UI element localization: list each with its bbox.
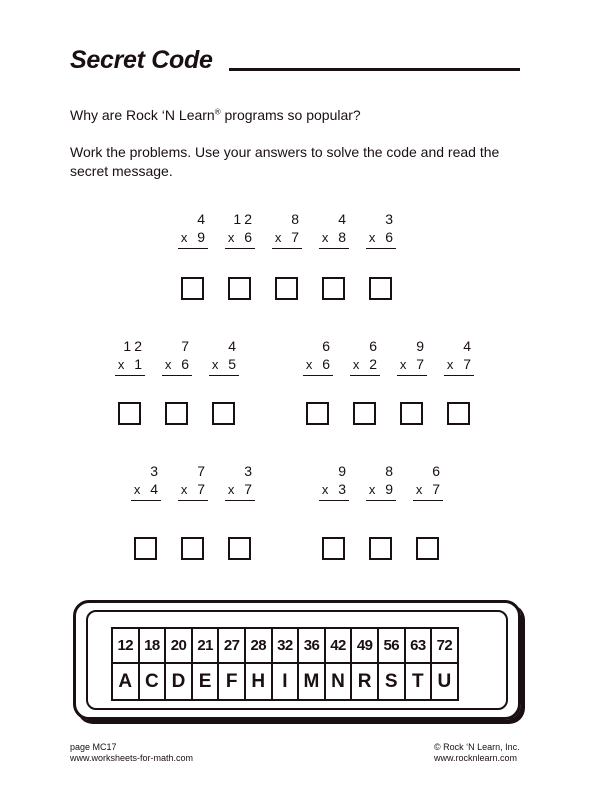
problem-1-2 xyxy=(225,210,255,249)
code-number: 56 xyxy=(378,628,405,663)
problem-top: 8 xyxy=(291,211,302,227)
answer-box[interactable] xyxy=(228,537,251,560)
code-letter: N xyxy=(325,663,352,700)
answer-box[interactable] xyxy=(322,277,345,300)
code-number: 21 xyxy=(192,628,219,663)
problem-3-1 xyxy=(131,462,161,501)
code-letter: T xyxy=(405,663,432,700)
problem-bottom: x 4 xyxy=(131,480,161,501)
question-part-2: programs so popular? xyxy=(220,107,361,123)
answer-box[interactable] xyxy=(275,277,298,300)
problem-bottom: x 1 xyxy=(115,355,145,376)
code-letter: C xyxy=(139,663,166,700)
footer-right xyxy=(434,742,520,764)
problem-bottom: x 7 xyxy=(225,480,255,501)
problem-bottom: x 7 xyxy=(444,355,474,376)
problem-bottom: x 5 xyxy=(209,355,239,376)
problem-bottom: x 9 xyxy=(178,228,208,249)
code-number: 32 xyxy=(272,628,299,663)
problem-top: 9 xyxy=(338,463,349,479)
answer-box[interactable] xyxy=(228,277,251,300)
problem-top: 12 xyxy=(233,211,255,227)
problem-2-3 xyxy=(209,337,239,376)
code-numbers-row xyxy=(112,628,458,663)
problem-bottom: x 8 xyxy=(319,228,349,249)
problem-2-7 xyxy=(444,337,474,376)
answer-box[interactable] xyxy=(447,402,470,425)
code-number: 49 xyxy=(351,628,378,663)
page-number: page MC17 xyxy=(70,742,117,752)
code-number: 63 xyxy=(405,628,432,663)
answer-box[interactable] xyxy=(400,402,423,425)
problem-bottom: x 2 xyxy=(350,355,380,376)
problem-bottom: x 7 xyxy=(272,228,302,249)
problem-2-1 xyxy=(115,337,145,376)
problem-top: 3 xyxy=(150,463,161,479)
page-title: Secret Code xyxy=(70,46,213,74)
problem-3-6 xyxy=(413,462,443,501)
problem-top: 12 xyxy=(123,338,145,354)
code-number: 20 xyxy=(165,628,192,663)
problem-3-3 xyxy=(225,462,255,501)
problem-top: 3 xyxy=(244,463,255,479)
footer-left xyxy=(70,742,193,764)
answer-box[interactable] xyxy=(353,402,376,425)
answer-box[interactable] xyxy=(212,402,235,425)
problem-3-5 xyxy=(366,462,396,501)
problem-top: 6 xyxy=(322,338,333,354)
code-number: 18 xyxy=(139,628,166,663)
answer-box[interactable] xyxy=(118,402,141,425)
problem-top: 4 xyxy=(228,338,239,354)
problem-top: 4 xyxy=(197,211,208,227)
problem-bottom: x 9 xyxy=(366,480,396,501)
answer-box[interactable] xyxy=(322,537,345,560)
problem-1-1 xyxy=(178,210,208,249)
code-letter: I xyxy=(272,663,299,700)
answer-box[interactable] xyxy=(369,537,392,560)
code-letter: F xyxy=(218,663,245,700)
footer-right-url[interactable]: www.rocknlearn.com xyxy=(434,753,518,763)
problem-3-4 xyxy=(319,462,349,501)
answer-box[interactable] xyxy=(416,537,439,560)
problem-bottom: x 7 xyxy=(397,355,427,376)
code-letter: E xyxy=(192,663,219,700)
question-part-1: Why are Rock ‘N Learn xyxy=(70,107,215,123)
answer-box[interactable] xyxy=(306,402,329,425)
problem-top: 7 xyxy=(181,338,192,354)
problem-top: 9 xyxy=(416,338,427,354)
problem-top: 8 xyxy=(385,463,396,479)
code-letter: A xyxy=(112,663,139,700)
code-number: 12 xyxy=(112,628,139,663)
footer-left-url[interactable]: www.worksheets-for-math.com xyxy=(70,753,194,763)
problem-top: 3 xyxy=(385,211,396,227)
registered-mark: ® xyxy=(214,107,221,117)
code-letter: H xyxy=(245,663,272,700)
problem-bottom: x 6 xyxy=(366,228,396,249)
code-number: 36 xyxy=(298,628,325,663)
problem-bottom: x 6 xyxy=(303,355,333,376)
copyright-text: © Rock ‘N Learn, Inc. xyxy=(434,742,520,752)
problem-1-3 xyxy=(272,210,302,249)
problem-top: 6 xyxy=(432,463,443,479)
problem-bottom: x 7 xyxy=(413,480,443,501)
instructions-text: Work the problems. Use your answers to solve the code and read the secret message. xyxy=(70,144,500,179)
problem-top: 4 xyxy=(463,338,474,354)
answer-box[interactable] xyxy=(369,277,392,300)
problem-bottom: x 7 xyxy=(178,480,208,501)
code-number: 27 xyxy=(218,628,245,663)
question-text xyxy=(70,107,361,123)
code-letters-row xyxy=(112,663,458,700)
code-letter: M xyxy=(298,663,325,700)
code-letter: S xyxy=(378,663,405,700)
problem-bottom: x 3 xyxy=(319,480,349,501)
code-letter: R xyxy=(351,663,378,700)
code-number: 72 xyxy=(431,628,458,663)
problem-top: 7 xyxy=(197,463,208,479)
problem-top: 4 xyxy=(338,211,349,227)
problem-1-5 xyxy=(366,210,396,249)
name-line xyxy=(229,68,520,71)
answer-box[interactable] xyxy=(181,277,204,300)
problem-1-4 xyxy=(319,210,349,249)
problem-2-4 xyxy=(303,337,333,376)
problem-2-2 xyxy=(162,337,192,376)
problem-top: 6 xyxy=(369,338,380,354)
problem-3-2 xyxy=(178,462,208,501)
answer-box[interactable] xyxy=(165,402,188,425)
problem-2-6 xyxy=(397,337,427,376)
code-number: 42 xyxy=(325,628,352,663)
problem-bottom: x 6 xyxy=(162,355,192,376)
problem-bottom: x 6 xyxy=(225,228,255,249)
code-number: 28 xyxy=(245,628,272,663)
code-letter: D xyxy=(165,663,192,700)
problem-2-5 xyxy=(350,337,380,376)
code-key-table xyxy=(111,627,459,701)
code-letter: U xyxy=(431,663,458,700)
answer-box[interactable] xyxy=(134,537,157,560)
answer-box[interactable] xyxy=(181,537,204,560)
